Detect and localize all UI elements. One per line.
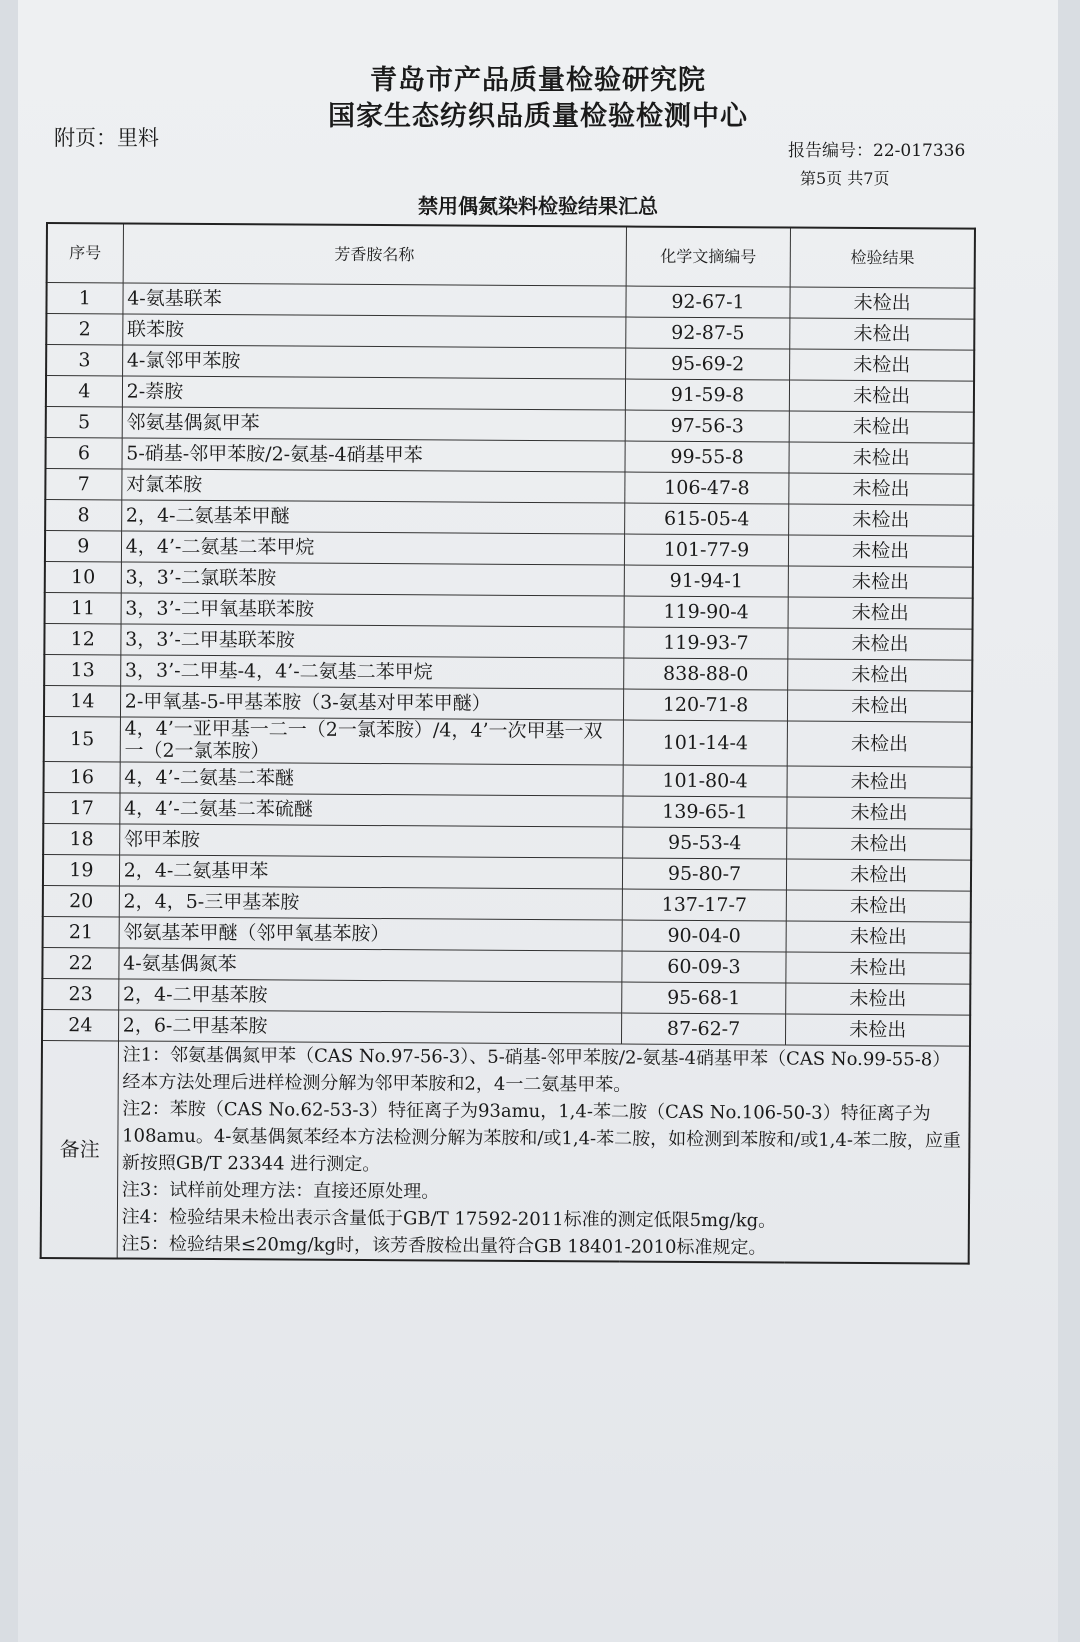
test-result: 未检出 <box>790 318 974 350</box>
cas-number: 838-88-0 <box>623 658 788 690</box>
cas-number: 60-09-3 <box>621 951 786 983</box>
amine-name: 4，4’-二氨基二苯醚 <box>120 762 623 796</box>
cas-number: 91-94-1 <box>624 565 789 597</box>
amine-name: 邻氨基苯甲醚（邻甲氧基苯胺） <box>119 917 622 951</box>
amine-name: 3，3’-二甲基-4，4’-二氨基二苯甲烷 <box>120 655 623 689</box>
cas-number: 120-71-8 <box>623 689 788 721</box>
row-number: 9 <box>45 531 121 562</box>
col-header-no: 序号 <box>47 223 124 283</box>
row-number: 20 <box>43 885 119 916</box>
page-info: 第5页 共7页 <box>800 169 890 188</box>
amine-name: 2，4-二氨基甲苯 <box>119 855 622 889</box>
row-number: 24 <box>42 1009 118 1040</box>
test-result: 未检出 <box>788 690 972 722</box>
col-header-cas: 化学文摘编号 <box>626 227 791 288</box>
row-number: 1 <box>46 283 122 314</box>
amine-name: 2，6-二甲基苯胺 <box>118 1010 621 1044</box>
center-name: 国家生态纺织品质量检验检测中心 <box>328 101 748 132</box>
cas-number: 119-93-7 <box>623 627 788 659</box>
amine-name: 3，3’-二氯联苯胺 <box>121 562 624 596</box>
test-result: 未检出 <box>786 952 970 984</box>
amine-name: 2，4，5-三甲基苯胺 <box>119 886 622 920</box>
row-number: 13 <box>44 654 120 685</box>
row-number: 21 <box>43 916 119 947</box>
test-result: 未检出 <box>790 349 974 381</box>
note-4: 注4：检验结果未检出表示含量低于GB/T 17592-2011标准的测定低限5mg/kg。 <box>121 1206 777 1232</box>
cas-number: 139-65-1 <box>622 796 787 828</box>
test-result: 未检出 <box>789 473 973 505</box>
amine-name: 邻氨基偶氮甲苯 <box>122 407 625 441</box>
amine-name: 4，4’-二氨基二苯硫醚 <box>120 793 623 827</box>
test-result: 未检出 <box>790 411 974 443</box>
amine-name: 联苯胺 <box>122 314 625 348</box>
amine-name: 4-氨基联苯 <box>123 283 626 317</box>
cas-number: 90-04-0 <box>622 920 787 952</box>
notes-content <box>117 1041 970 1264</box>
cas-number: 99-55-8 <box>625 441 790 473</box>
test-result: 未检出 <box>790 287 974 319</box>
amine-name: 2-甲氧基-5-甲基苯胺（3-氨基对甲苯甲醚） <box>120 686 623 720</box>
cas-number: 95-80-7 <box>622 858 787 890</box>
amine-name: 2，4-二甲基苯胺 <box>118 979 621 1013</box>
test-result: 未检出 <box>786 1014 970 1046</box>
test-result: 未检出 <box>789 566 973 598</box>
row-number: 11 <box>45 592 121 623</box>
amine-name: 2-萘胺 <box>122 376 625 410</box>
test-result: 未检出 <box>789 442 973 474</box>
row-number: 15 <box>44 716 120 761</box>
amine-name: 4-氨基偶氮苯 <box>119 948 622 982</box>
row-number: 12 <box>44 623 120 654</box>
note-2: 注2：苯胺（CAS No.62-53-3）特征离子为93amu，1,4-苯二胺（CAS No.106-50-3）特征离子为108amu。4-氨基偶氮苯经本方法检测分解为苯胺和/或1,4-苯二胺，如检测到苯胺和/或1,4-苯二胺，应重新按照GB/T 23344 进行测定。 <box>121 1098 961 1176</box>
report-number: 报告编号：22-017336 <box>788 141 966 161</box>
cas-number: 119-90-4 <box>624 596 789 628</box>
test-result: 未检出 <box>789 504 973 536</box>
cas-number: 97-56-3 <box>625 410 790 442</box>
amine-name: 4，4’-二氨基二苯甲烷 <box>121 531 624 565</box>
row-number: 5 <box>46 407 122 438</box>
row-number: 2 <box>46 314 122 345</box>
test-result: 未检出 <box>787 766 971 798</box>
row-number: 23 <box>42 978 118 1009</box>
test-result: 未检出 <box>788 628 972 660</box>
test-result: 未检出 <box>787 859 971 891</box>
amine-name: 4，4’一亚甲基一二一（2一氯苯胺）/4，4’一次甲基一双一（2一氯苯胺） <box>120 717 623 765</box>
cas-number: 101-80-4 <box>623 765 788 797</box>
cas-number: 95-68-1 <box>621 982 786 1014</box>
note-3: 注3：试样前处理方法：直接还原处理。 <box>121 1179 440 1203</box>
row-number: 4 <box>46 376 122 407</box>
test-result: 未检出 <box>788 721 972 767</box>
test-result: 未检出 <box>787 890 971 922</box>
test-result: 未检出 <box>786 983 970 1015</box>
row-number: 6 <box>45 438 121 469</box>
institute-name: 青岛市产品质量检验研究院 <box>370 65 706 96</box>
row-number: 7 <box>45 469 121 500</box>
test-result: 未检出 <box>786 921 970 953</box>
table-header-row <box>47 223 975 288</box>
table-row <box>44 716 972 767</box>
note-1: 注1：邻氨基偶氮甲苯（CAS No.97-56-3）、5-硝基-邻甲苯胺/2-氨基-4硝基甲苯（CAS No.99-55-8）经本方法处理后进样检测分解为邻甲苯胺和2，4一二氨基甲苯。 <box>122 1044 951 1096</box>
appendix-label: 附页：里料 <box>54 126 159 150</box>
test-result: 未检出 <box>788 659 972 691</box>
row-number: 14 <box>44 685 120 716</box>
test-result: 未检出 <box>790 380 974 412</box>
cas-number: 95-69-2 <box>625 348 790 380</box>
test-result: 未检出 <box>789 535 973 567</box>
row-number: 8 <box>45 500 121 531</box>
row-number: 18 <box>43 823 119 854</box>
cas-number: 95-53-4 <box>622 827 787 859</box>
row-number: 3 <box>46 345 122 376</box>
amine-name: 5-硝基-邻甲苯胺/2-氨基-4硝基甲苯 <box>122 438 625 472</box>
row-number: 19 <box>43 854 119 885</box>
test-result: 未检出 <box>787 828 971 860</box>
cas-number: 101-77-9 <box>624 534 789 566</box>
cas-number: 615-05-4 <box>624 503 789 535</box>
table-title: 禁用偶氮染料检验结果汇总 <box>418 194 658 218</box>
amine-name: 对氯苯胺 <box>122 469 625 503</box>
cas-number: 92-87-5 <box>625 317 790 349</box>
row-number: 22 <box>42 947 118 978</box>
cas-number: 92-67-1 <box>626 286 791 318</box>
amine-name: 3，3’-二甲基联苯胺 <box>121 624 624 658</box>
row-number: 10 <box>45 561 121 592</box>
results-table <box>40 222 976 1265</box>
amine-name: 2，4-二氨基苯甲醚 <box>121 500 624 534</box>
amine-name: 3，3’-二甲氧基联苯胺 <box>121 593 624 627</box>
test-result: 未检出 <box>788 597 972 629</box>
col-header-name: 芳香胺名称 <box>123 223 626 286</box>
cas-number: 87-62-7 <box>621 1013 786 1045</box>
cas-number: 91-59-8 <box>625 379 790 411</box>
cas-number: 106-47-8 <box>624 472 789 504</box>
amine-name: 邻甲苯胺 <box>119 824 622 858</box>
amine-name: 4-氯邻甲苯胺 <box>122 345 625 379</box>
cas-number: 137-17-7 <box>622 889 787 921</box>
notes-row <box>41 1040 970 1263</box>
col-header-result: 检验结果 <box>791 228 975 289</box>
row-number: 17 <box>43 792 119 823</box>
row-number: 16 <box>44 761 120 792</box>
cas-number: 101-14-4 <box>623 720 788 766</box>
note-5: 注5：检验结果≤20mg/kg时，该芳香胺检出量符合GB 18401-2010标准规定。 <box>121 1233 767 1259</box>
report-page <box>18 0 1058 1642</box>
table-body <box>42 283 975 1047</box>
test-result: 未检出 <box>787 797 971 829</box>
notes-label: 备注 <box>41 1040 119 1258</box>
